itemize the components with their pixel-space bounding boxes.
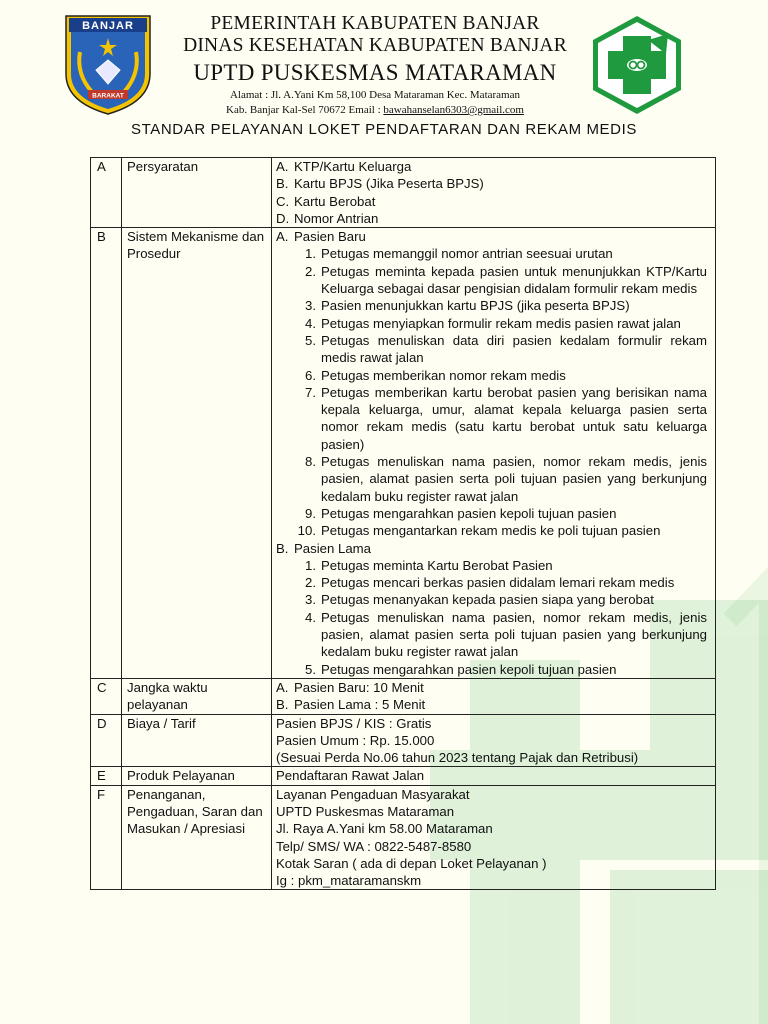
list-item: 2. Petugas mencari berkas pasien didalam lemari rekam medis xyxy=(305,575,675,591)
list-item: 8. Petugas menuliskan nama pasien, nomor rekam medis, jenis pasien, alamat pasien serta poli tujuan pasien yang berkunjung kedalam buku register rawat jalan xyxy=(305,454,707,504)
list-item: 5. Petugas menuliskan data diri pasien kedalam formulir rekam medis rawat jalan xyxy=(305,332,707,366)
table-row xyxy=(91,767,716,785)
list-item: 6. Petugas memberikan nomor rekam medis xyxy=(305,367,566,383)
text-line: Layanan Pengaduan Masyarakat xyxy=(276,786,470,802)
text-line: Ig : pkm_mataramanskm xyxy=(276,873,422,889)
list-item: 5. Petugas mengarahkan pasien kepoli tujuan pasien xyxy=(305,661,617,677)
document-title: STANDAR PELAYANAN LOKET PENDAFTARAN DAN REKAM MEDIS xyxy=(131,121,637,138)
row-code: A xyxy=(91,158,122,228)
list-item: A. KTP/Kartu Keluarga xyxy=(276,159,412,174)
row-label: Biaya / Tarif xyxy=(122,714,272,767)
letterhead xyxy=(0,0,768,120)
row-label: Penanganan, Pengaduan, Saran dan Masukan / Apresiasi xyxy=(122,785,272,890)
list-item: A. Pasien Baru: 10 Menit xyxy=(276,679,424,695)
text-line: Telp/ SMS/ WA : 0822-5487-8580 xyxy=(276,838,472,854)
row-content xyxy=(272,228,716,679)
logo-seal-text: BARAKAT xyxy=(92,92,124,100)
list-item: 7. Petugas memberikan kartu berobat pasien yang berisikan nama kepala keluarga, umur, alamat kepala keluarga pasien serta nomor rekam medis (satu kartu berobat untuk satu keluarga pasien) xyxy=(305,384,707,452)
row-code: E xyxy=(91,767,122,785)
row-code: F xyxy=(91,785,122,890)
list-item: 10. Petugas mengantarkan rekam medis ke poli tujuan pasien xyxy=(297,523,661,539)
list-item: B. Kartu BPJS (Jika Peserta BPJS) xyxy=(276,176,484,192)
puskesmas-logo xyxy=(586,14,688,116)
group-heading-returning-patient: B. Pasien Lama xyxy=(276,540,371,556)
address-email-line: Kab. Banjar Kal-Sel 70672 Email : bawahanselan6303@gmail.com xyxy=(226,104,524,116)
list-item: 3. Petugas menanyakan kepada pasien siapa yang berobat xyxy=(305,592,654,608)
list-item: 2. Petugas meminta kepada pasien untuk menunjukkan KTP/Kartu Keluarga sebagai dasar pengisian didalam formulir rekam medis xyxy=(305,263,707,297)
department-name: DINAS KESEHATAN KABUPATEN BANJAR xyxy=(183,35,567,56)
table-row xyxy=(91,158,716,228)
list-item: 4. Petugas menyiapkan formulir rekam medis pasien rawat jalan xyxy=(305,315,681,331)
email-link[interactable]: bawahanselan6303@gmail.com xyxy=(383,104,524,116)
row-label: Sistem Mekanisme dan Prosedur xyxy=(122,228,272,679)
table-row xyxy=(91,785,716,890)
text-line: (Sesuai Perda No.06 tahun 2023 tentang Pajak dan Retribusi) xyxy=(276,750,639,766)
text-line: Pasien BPJS / KIS : Gratis xyxy=(276,715,432,731)
government-name: PEMERINTAH KABUPATEN BANJAR xyxy=(210,13,540,34)
row-code: B xyxy=(91,228,122,679)
banjar-regency-logo xyxy=(62,12,154,116)
address-line: Alamat : Jl. A.Yani Km 58,100 Desa Mataraman Kec. Mataraman xyxy=(229,89,520,101)
row-content xyxy=(272,158,716,228)
table-row xyxy=(91,714,716,767)
returning-patient-steps xyxy=(276,557,707,678)
list-item: 3. Pasien menunjukkan kartu BPJS (jika peserta BPJS) xyxy=(305,298,630,314)
text-line: Jl. Raya A.Yani km 58.00 Mataraman xyxy=(276,821,493,837)
group-heading-new-patient: A. Pasien Baru xyxy=(276,229,366,245)
list-item: D. Nomor Antrian xyxy=(276,210,379,226)
row-label: Produk Pelayanan xyxy=(122,767,272,785)
row-label: Persyaratan xyxy=(122,158,272,228)
service-standard-table xyxy=(90,157,716,890)
list-item: 4. Petugas menuliskan nama pasien, nomor rekam medis, jenis pasien, alamat pasien serta poli tujuan pasien yang berkunjung kedalam buku register rawat jalan xyxy=(305,609,707,660)
logo-badge-text: BANJAR xyxy=(82,20,134,32)
row-content xyxy=(272,785,716,890)
text-line: UPTD Puskesmas Mataraman xyxy=(276,803,455,819)
list-item: B. Pasien Lama : 5 Menit xyxy=(276,697,426,713)
row-label: Jangka waktu pelayanan xyxy=(122,678,272,714)
institution-name: UPTD PUSKESMAS MATARAMAN xyxy=(193,60,557,85)
list-item: C. Kartu Berobat xyxy=(276,193,376,209)
list-item: 1. Petugas memanggil nomor antrian seesuai urutan xyxy=(305,246,613,262)
new-patient-steps xyxy=(276,245,707,539)
table-row xyxy=(91,678,716,714)
text-line: Pendaftaran Rawat Jalan xyxy=(276,768,425,784)
text-line: Pasien Umum : Rp. 15.000 xyxy=(276,732,435,748)
table-row xyxy=(91,228,716,679)
row-content xyxy=(272,678,716,714)
list-item: 1. Petugas meminta Kartu Berobat Pasien xyxy=(305,557,553,573)
row-content xyxy=(272,714,716,767)
row-content xyxy=(272,767,716,785)
row-code: D xyxy=(91,714,122,767)
list-item: 9. Petugas mengarahkan pasien kepoli tujuan pasien xyxy=(305,505,617,521)
text-line: Kotak Saran ( ada di depan Loket Pelayanan ) xyxy=(276,855,547,871)
row-code: C xyxy=(91,678,122,714)
